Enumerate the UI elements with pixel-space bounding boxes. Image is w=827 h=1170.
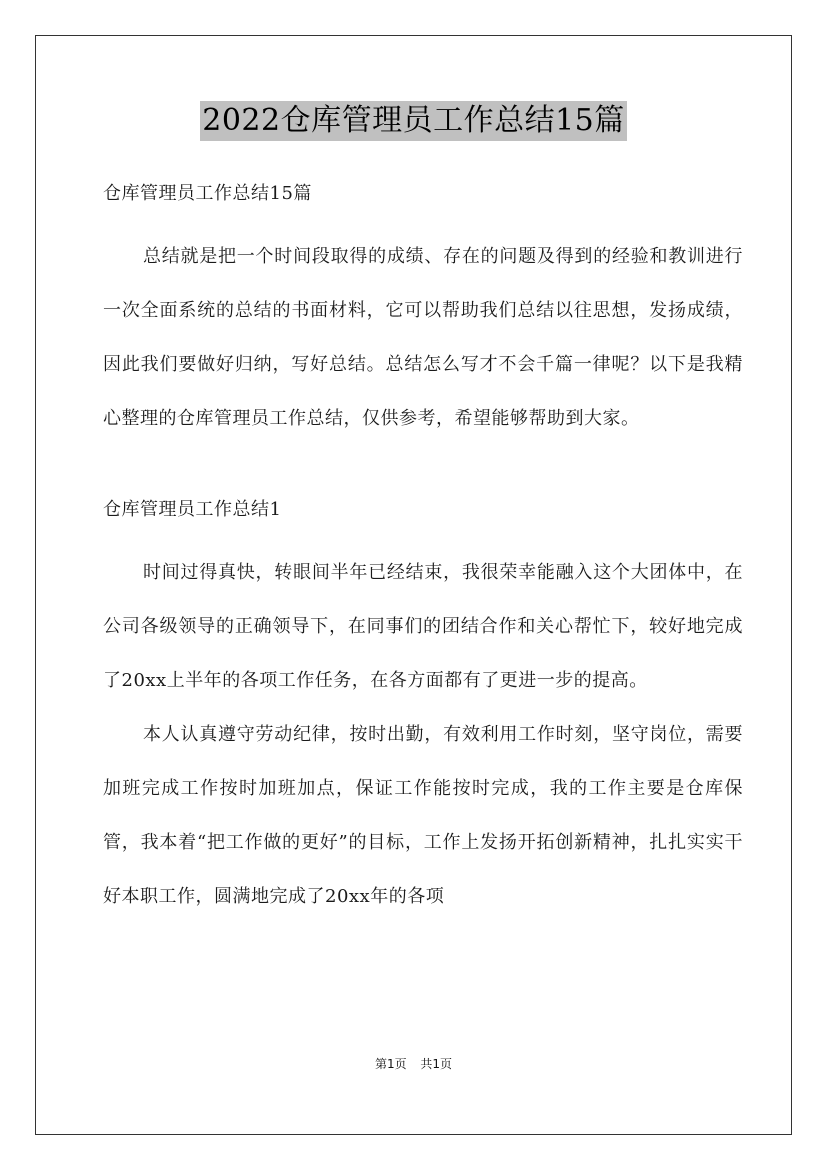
document-title: 2022仓库管理员工作总结15篇	[200, 101, 627, 141]
section-heading: 仓库管理员工作总结1	[103, 499, 282, 520]
document-body	[103, 176, 743, 924]
page-total: 共1页	[420, 1057, 453, 1071]
document-subtitle: 仓库管理员工作总结15篇	[103, 183, 312, 204]
intro-paragraph: 总结就是把一个时间段取得的成绩、存在的问题及得到的经验和教训进行一次全面系统的总结的书面材料，它可以帮助我们总结以往思想，发扬成绩，因此我们要做好归纳，写好总结。总结怎么写才不会千篇一律呢？以下是我精心整理的仓库管理员工作总结，仅供参考，希望能够帮助到大家。	[103, 246, 743, 429]
section-paragraph: 本人认真遵守劳动纪律，按时出勤，有效利用工作时刻，坚守岗位，需要加班完成工作按时加班加点，保证工作能按时完成，我的工作主要是仓库保管，我本着“把工作做的更好”的目标，工作上发扬开拓创新精神，扎扎实实干好本职工作，圆满地完成了20xx年的各项	[103, 724, 743, 907]
section-paragraph: 时间过得真快，转眼间半年已经结束，我很荣幸能融入这个大团体中，在公司各级领导的正确领导下，在同事们的团结合作和关心帮忙下，较好地完成了20xx上半年的各项工作任务，在各方面都有了更进一步的提高。	[103, 562, 743, 691]
title-container	[0, 101, 827, 141]
page-footer	[0, 1056, 827, 1072]
page-number: 第1页	[374, 1057, 407, 1071]
